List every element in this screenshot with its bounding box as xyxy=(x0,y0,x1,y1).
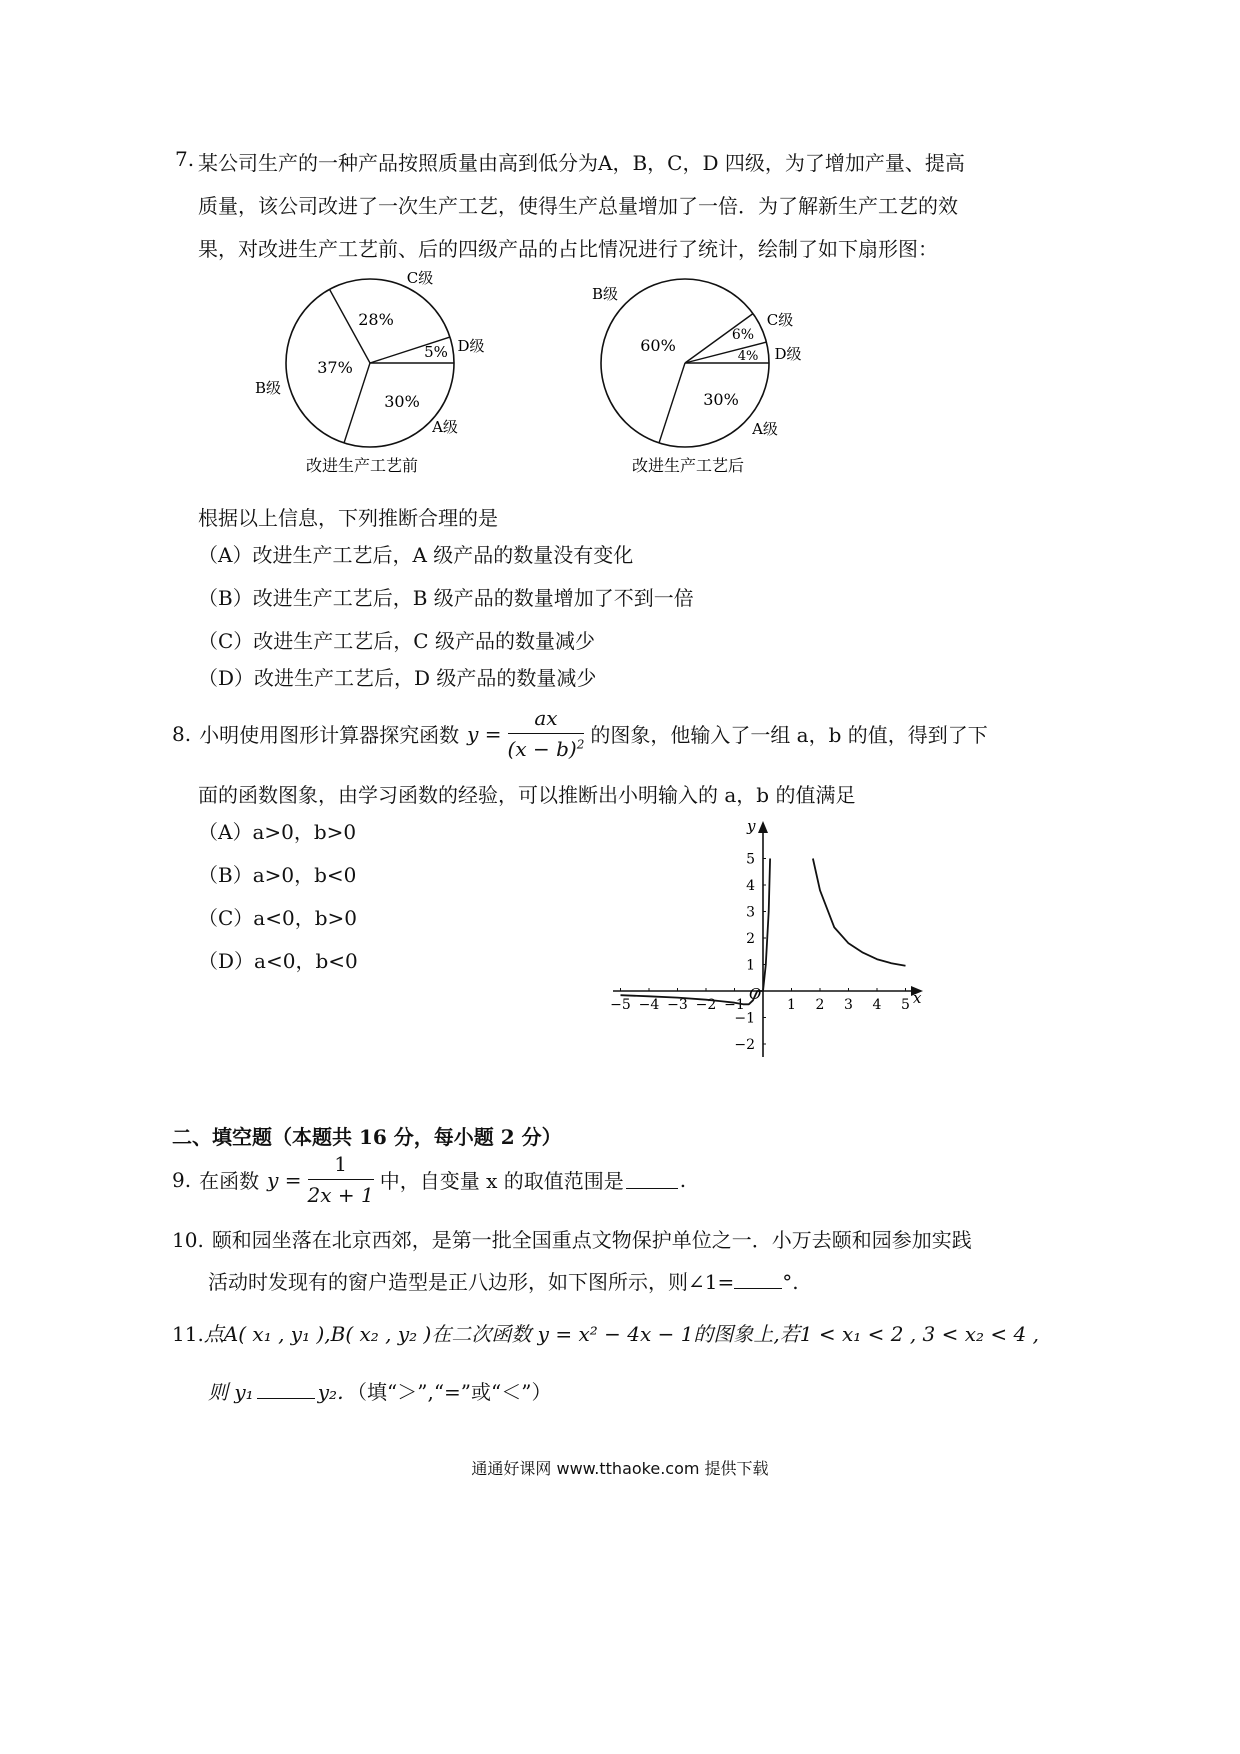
q10-answer-blank[interactable] xyxy=(734,1272,782,1289)
pie-after-slice-label-d: 4% xyxy=(737,349,759,364)
y-tick-label: 1 xyxy=(746,957,755,974)
q7-option-c: （C）改进生产工艺后，C 级产品的数量减少 xyxy=(198,629,595,653)
q8-line1 xyxy=(172,706,988,761)
q8-pre: 小明使用图形计算器探究函数 xyxy=(199,723,460,747)
q10-line1 xyxy=(172,1224,972,1253)
function-curve-1 xyxy=(813,859,906,966)
q11-answer-blank[interactable] xyxy=(257,1382,315,1399)
q11-number: 11. xyxy=(172,1322,204,1346)
x-tick-label: −2 xyxy=(695,997,717,1013)
x-tick-label: 1 xyxy=(787,997,796,1013)
q8-frac-den-wrap xyxy=(508,734,585,761)
q11-line2-pre: 则 y₁ xyxy=(208,1380,254,1404)
pie-after-slice-label-a: 30% xyxy=(703,390,739,409)
pie-before-category-a: A级 xyxy=(432,418,458,436)
q8-y-eq: y = xyxy=(467,721,502,746)
q9-fraction xyxy=(308,1152,374,1207)
q11-line1-text: 点A( x₁ , y₁ ),B( x₂ , y₂ )在二次函数 y = x² − 4x − 1的图象上,若1 < x₁ < 2 , 3 < x₂ < 4 , xyxy=(203,1322,1039,1346)
pie-after-category-b: B级 xyxy=(591,285,619,303)
q7-number: 7. xyxy=(175,147,195,171)
pie-before xyxy=(255,269,485,475)
footer: 通通好课网 www.tthaoke.com 提供下载 xyxy=(471,1459,769,1478)
pie-before-category-b: B级 xyxy=(254,379,282,397)
q7-option-b: （B）改进生产工艺后，B 级产品的数量增加了不到一倍 xyxy=(198,586,694,610)
function-graph xyxy=(605,815,935,1060)
x-tick-label: −1 xyxy=(724,997,745,1013)
q8-number: 8. xyxy=(172,721,192,746)
x-tick-label: −5 xyxy=(610,997,631,1013)
pie-before-slice-label-a: 30% xyxy=(384,392,420,411)
q7-line2: 质量，该公司改进了一次生产工艺，使得生产总量增加了一倍．为了解新生产工艺的效 xyxy=(198,194,958,218)
y-tick-label: −1 xyxy=(734,1010,755,1027)
pie-before-category-d: D级 xyxy=(457,337,485,355)
pie-charts xyxy=(240,265,840,485)
q7-option-a: （A）改进生产工艺后，A 级产品的数量没有变化 xyxy=(198,543,634,567)
section2-heading: 二、填空题（本题共 16 分，每小题 2 分） xyxy=(172,1125,562,1149)
q9-pre: 在函数 xyxy=(199,1169,260,1193)
pie-after-slice-edge-3 xyxy=(659,363,685,443)
q9-answer-blank[interactable] xyxy=(626,1170,678,1189)
x-tick-label: 3 xyxy=(844,997,853,1013)
x-tick-label: −4 xyxy=(638,997,660,1013)
q7-option-d: （D）改进生产工艺后，D 级产品的数量减少 xyxy=(198,666,597,690)
q10-line2-pre: 活动时发现有的窗户造型是正八边形，如下图所示，则∠1= xyxy=(208,1270,735,1294)
y-tick-label: 3 xyxy=(746,904,755,921)
y-tick-label: 2 xyxy=(746,931,755,947)
pie-before-title: 改进生产工艺前 xyxy=(305,456,419,475)
pie-before-slice-label-d: 5% xyxy=(424,343,448,361)
q8-option-b: （B）a>0，b<0 xyxy=(198,863,357,887)
x-tick-label: 5 xyxy=(901,997,910,1013)
q9-line xyxy=(172,1152,686,1207)
pie-before-category-c: C级 xyxy=(406,269,434,287)
y-axis-label: y xyxy=(747,817,756,835)
q8-fraction xyxy=(508,706,585,761)
y-tick-label: 4 xyxy=(746,878,755,894)
q9-number: 9. xyxy=(172,1167,192,1192)
pie-before-slice-label-b: 37% xyxy=(317,358,353,377)
q8-post: 的图象，他输入了一组 a，b 的值，得到了下 xyxy=(590,723,988,747)
q8-option-a: （A）a>0，b>0 xyxy=(198,820,357,844)
q11-line2-mid: y₂． xyxy=(317,1380,358,1404)
pie-after-slice-label-c: 6% xyxy=(731,327,755,343)
q7-prompt: 根据以上信息，下列推断合理的是 xyxy=(198,506,498,530)
pie-after-category-d: D级 xyxy=(774,345,802,363)
pie-after-category-a: A级 xyxy=(752,420,778,438)
q11-line2 xyxy=(208,1376,551,1405)
y-axis-arrow xyxy=(758,821,768,833)
pie-before-slice-label-c: 28% xyxy=(358,310,394,329)
x-tick-label: −3 xyxy=(667,997,688,1013)
x-tick-label: 2 xyxy=(815,997,825,1013)
q8-frac-den: (x − b) xyxy=(507,737,577,761)
q8-frac-den-exp: 2 xyxy=(576,737,585,752)
q11-line2-post: （填“＞”,“=”或“＜”） xyxy=(357,1380,552,1404)
q7-line3: 果，对改进生产工艺前、后的四级产品的占比情况进行了统计，绘制了如下扇形图： xyxy=(198,237,938,261)
q10-line2 xyxy=(208,1266,799,1295)
q10-line1-text: 颐和园坐落在北京西郊，是第一批全国重点文物保护单位之一．小万去颐和园参加实践 xyxy=(211,1228,972,1252)
q9-frac-den: 2x + 1 xyxy=(307,1183,374,1207)
q10-number: 10. xyxy=(172,1228,204,1252)
pie-after-slice-label-b: 60% xyxy=(640,336,676,355)
pie-after-category-c: C级 xyxy=(766,311,794,329)
q7-line1: 某公司生产的一种产品按照质量由高到低分为A，B，C，D 四级，为了增加产量、提高 xyxy=(198,151,965,175)
q10-line2-post: °. xyxy=(782,1270,799,1294)
y-tick-label: −2 xyxy=(734,1037,755,1053)
pie-after-title: 改进生产工艺后 xyxy=(631,456,745,475)
x-axis-label: x xyxy=(913,989,922,1007)
q8-option-d: （D）a<0，b<0 xyxy=(198,949,358,973)
q9-frac-num: 1 xyxy=(308,1152,374,1180)
q8-option-c: （C）a<0，b>0 xyxy=(198,906,357,930)
q9-y-eq: y = xyxy=(267,1167,302,1192)
x-tick-label: 4 xyxy=(872,997,882,1013)
origin-label: O xyxy=(749,985,762,1003)
pie-after xyxy=(592,279,802,475)
q9-post: 中，自变量 x 的取值范围是 xyxy=(379,1169,624,1193)
q8-line2: 面的函数图象，由学习函数的经验，可以推断出小明输入的 a，b 的值满足 xyxy=(198,783,856,807)
y-tick-label: 5 xyxy=(746,851,755,868)
q9-end: . xyxy=(679,1167,687,1192)
q11-line1 xyxy=(172,1318,1039,1347)
q8-frac-num: ax xyxy=(508,706,585,734)
